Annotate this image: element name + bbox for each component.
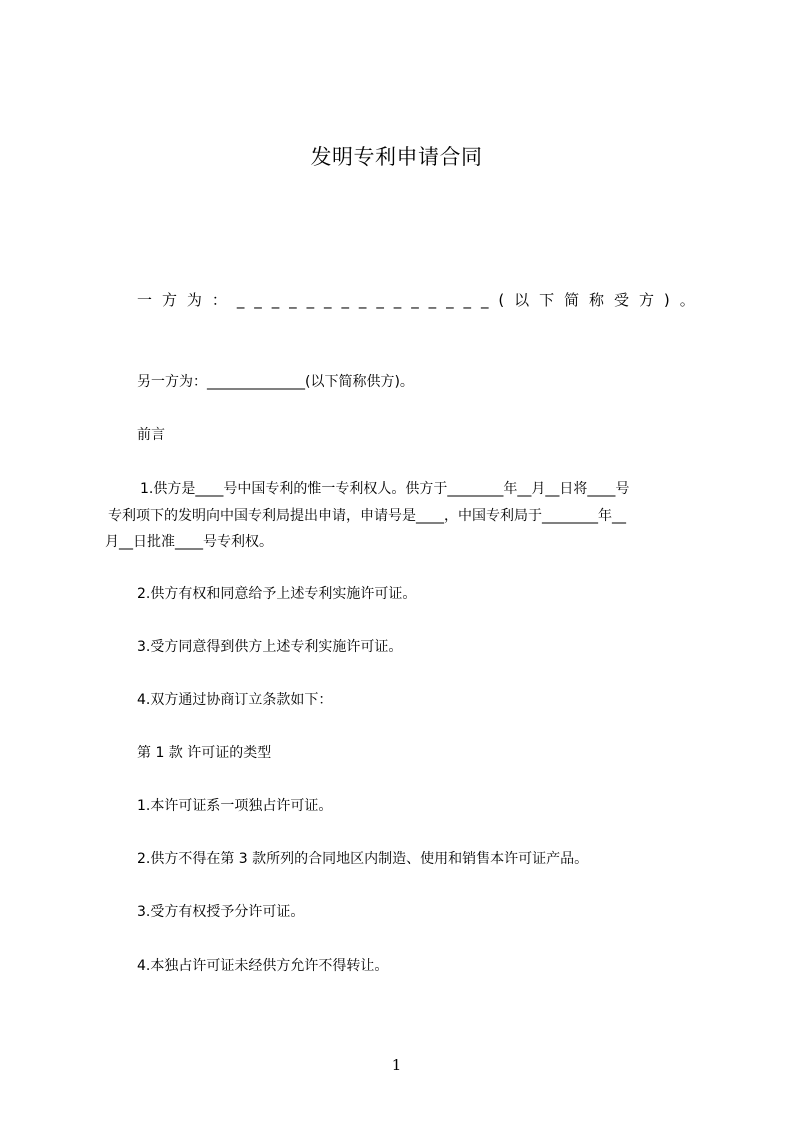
- party-a-char: _: [306, 291, 315, 309]
- party-a-char: 一: [137, 291, 153, 309]
- party-a-char: ：: [211, 291, 227, 309]
- clause-2: 2.供方有权和同意给予上述专利实施许可证。: [137, 586, 417, 602]
- party-a-char: 。: [679, 291, 695, 309]
- party-a-char: _: [446, 291, 454, 309]
- party-a-char: _: [324, 291, 332, 309]
- party-a-char: 下: [539, 291, 555, 309]
- party-a-char: _: [236, 291, 245, 309]
- clause-1-line-3: 月__日批准____号专利权。: [105, 534, 273, 550]
- document-title: 发明专利申请合同: [310, 145, 483, 169]
- article-1-heading: 第 1 款 许可证的类型: [137, 745, 272, 761]
- party-a-char: 方: [161, 291, 177, 309]
- party-a-char: _: [254, 291, 262, 309]
- party-b-line: 另一方为：______________(以下简称供方)。: [137, 374, 414, 390]
- party-a-char: 以: [514, 291, 530, 309]
- party-a-char: _: [480, 291, 489, 309]
- party-a-char: _: [271, 291, 280, 309]
- party-a-char: _: [376, 291, 384, 309]
- party-a-char: _: [411, 291, 419, 309]
- party-a-char: 方: [638, 291, 654, 309]
- article-1-item-3: 3.受方有权授予分许可证。: [137, 904, 305, 920]
- party-a-line: [137, 290, 695, 310]
- party-a-char: (: [498, 291, 505, 309]
- clause-4: 4.双方通过协商订立条款如下：: [137, 692, 333, 708]
- party-a-char: _: [289, 291, 297, 309]
- article-1-item-1: 1.本许可证系一项独占许可证。: [137, 798, 333, 814]
- party-a-char: _: [341, 291, 349, 309]
- party-a-char: _: [428, 291, 437, 309]
- page-number: 1: [391, 1056, 402, 1074]
- party-a-char: ): [663, 291, 670, 309]
- article-1-item-2: 2.供方不得在第 3 款所列的合同地区内制造、使用和销售本许可证产品。: [137, 851, 589, 867]
- party-a-char: 称: [589, 291, 605, 309]
- clause-1-line-1: 1.供方是____号中国专利的惟一专利权人。供方于________年__月__日将____号: [140, 481, 630, 497]
- party-a-char: _: [393, 291, 402, 309]
- clause-3: 3.受方同意得到供方上述专利实施许可证。: [137, 639, 403, 655]
- party-a-char: _: [463, 291, 471, 309]
- preface-heading: 前言: [137, 427, 165, 443]
- party-a-char: 为: [186, 291, 202, 309]
- party-a-char: 受: [613, 291, 629, 309]
- party-a-char: 简: [564, 291, 580, 309]
- clause-1-line-2: 专利项下的发明向中国专利局提出申请，申请号是____，中国专利局于________年__: [108, 508, 626, 524]
- party-a-char: _: [358, 291, 367, 309]
- article-1-item-4: 4.本独占许可证未经供方允许不得转让。: [137, 958, 389, 974]
